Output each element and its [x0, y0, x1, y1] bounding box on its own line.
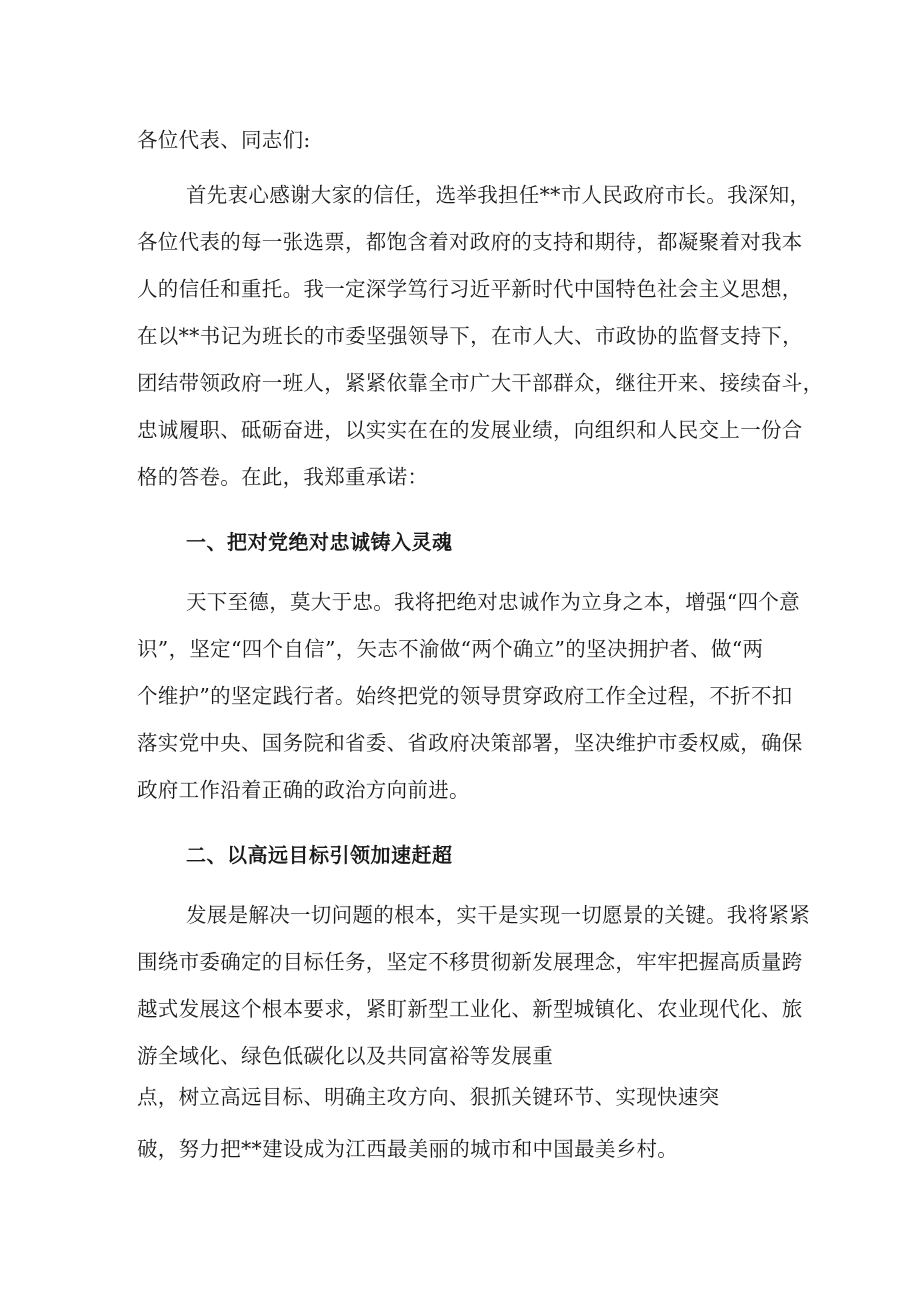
paragraph-line: 落实党中央、国务院和省委、省政府决策部署，坚决维护市委权威，确保 [137, 731, 803, 755]
paragraph-line: 忠诚履职、砥砺奋进，以实实在在的发展业绩，向组织和人民交上一份合 [137, 418, 803, 442]
paragraph-line: 格的答卷。在此，我郑重承诺： [137, 465, 429, 489]
section-heading-1: 一、把对党绝对忠诚铸入灵魂 [186, 530, 453, 554]
paragraph-line: 点，树立高远目标、明确主攻方向、狠抓关键环节、实现快速突 [137, 1085, 720, 1109]
paragraph-line: 越式发展这个根本要求，紧盯新型工业化、新型城镇化、农业现代化、旅 [137, 997, 803, 1021]
paragraph-line: 破，努力把**建设成为江西最美丽的城市和中国最美乡村。 [137, 1137, 679, 1161]
paragraph-line: 人的信任和重托。我一定深学笃行习近平新时代中国特色社会主义思想， [137, 277, 803, 301]
paragraph-line: 在以**书记为班长的市委坚强领导下，在市人大、市政协的监督支持下， [137, 324, 803, 348]
paragraph-line: 各位代表的每一张选票，都饱含着对政府的支持和期待，都凝聚着对我本 [137, 230, 803, 254]
paragraph-line: 天下至德，莫大于忠。我将把绝对忠诚作为立身之本，增强“四个意 [186, 590, 800, 614]
paragraph-line: 团结带领政府一班人，紧紧依靠全市广大干部群众，继往开来、接续奋斗， [137, 371, 824, 395]
paragraph-line: 游全域化、绿色低碳化以及共同富裕等发展重 [137, 1044, 553, 1068]
paragraph-line: 发展是解决一切问题的根本，实干是实现一切愿景的关键。我将紧紧 [186, 903, 810, 927]
paragraph-line: 首先衷心感谢大家的信任，选举我担任**市人民政府市长。我深知， [186, 183, 811, 207]
paragraph-line: 围绕市委确定的目标任务，坚定不移贯彻新发展理念，牢牢把握高质量跨 [137, 950, 803, 974]
section-heading-2: 二、以高远目标引领加速赶超 [186, 843, 453, 867]
paragraph-line: 识”，坚定“四个自信”，矢志不渝做“两个确立”的坚决拥护者、做“两 [137, 637, 764, 661]
paragraph-line: 政府工作沿着正确的政治方向前进。 [137, 778, 470, 802]
paragraph-line: 个维护”的坚定践行者。始终把党的领导贯穿政府工作全过程，不折不扣 [137, 684, 793, 708]
salutation: 各位代表、同志们: [137, 128, 311, 152]
